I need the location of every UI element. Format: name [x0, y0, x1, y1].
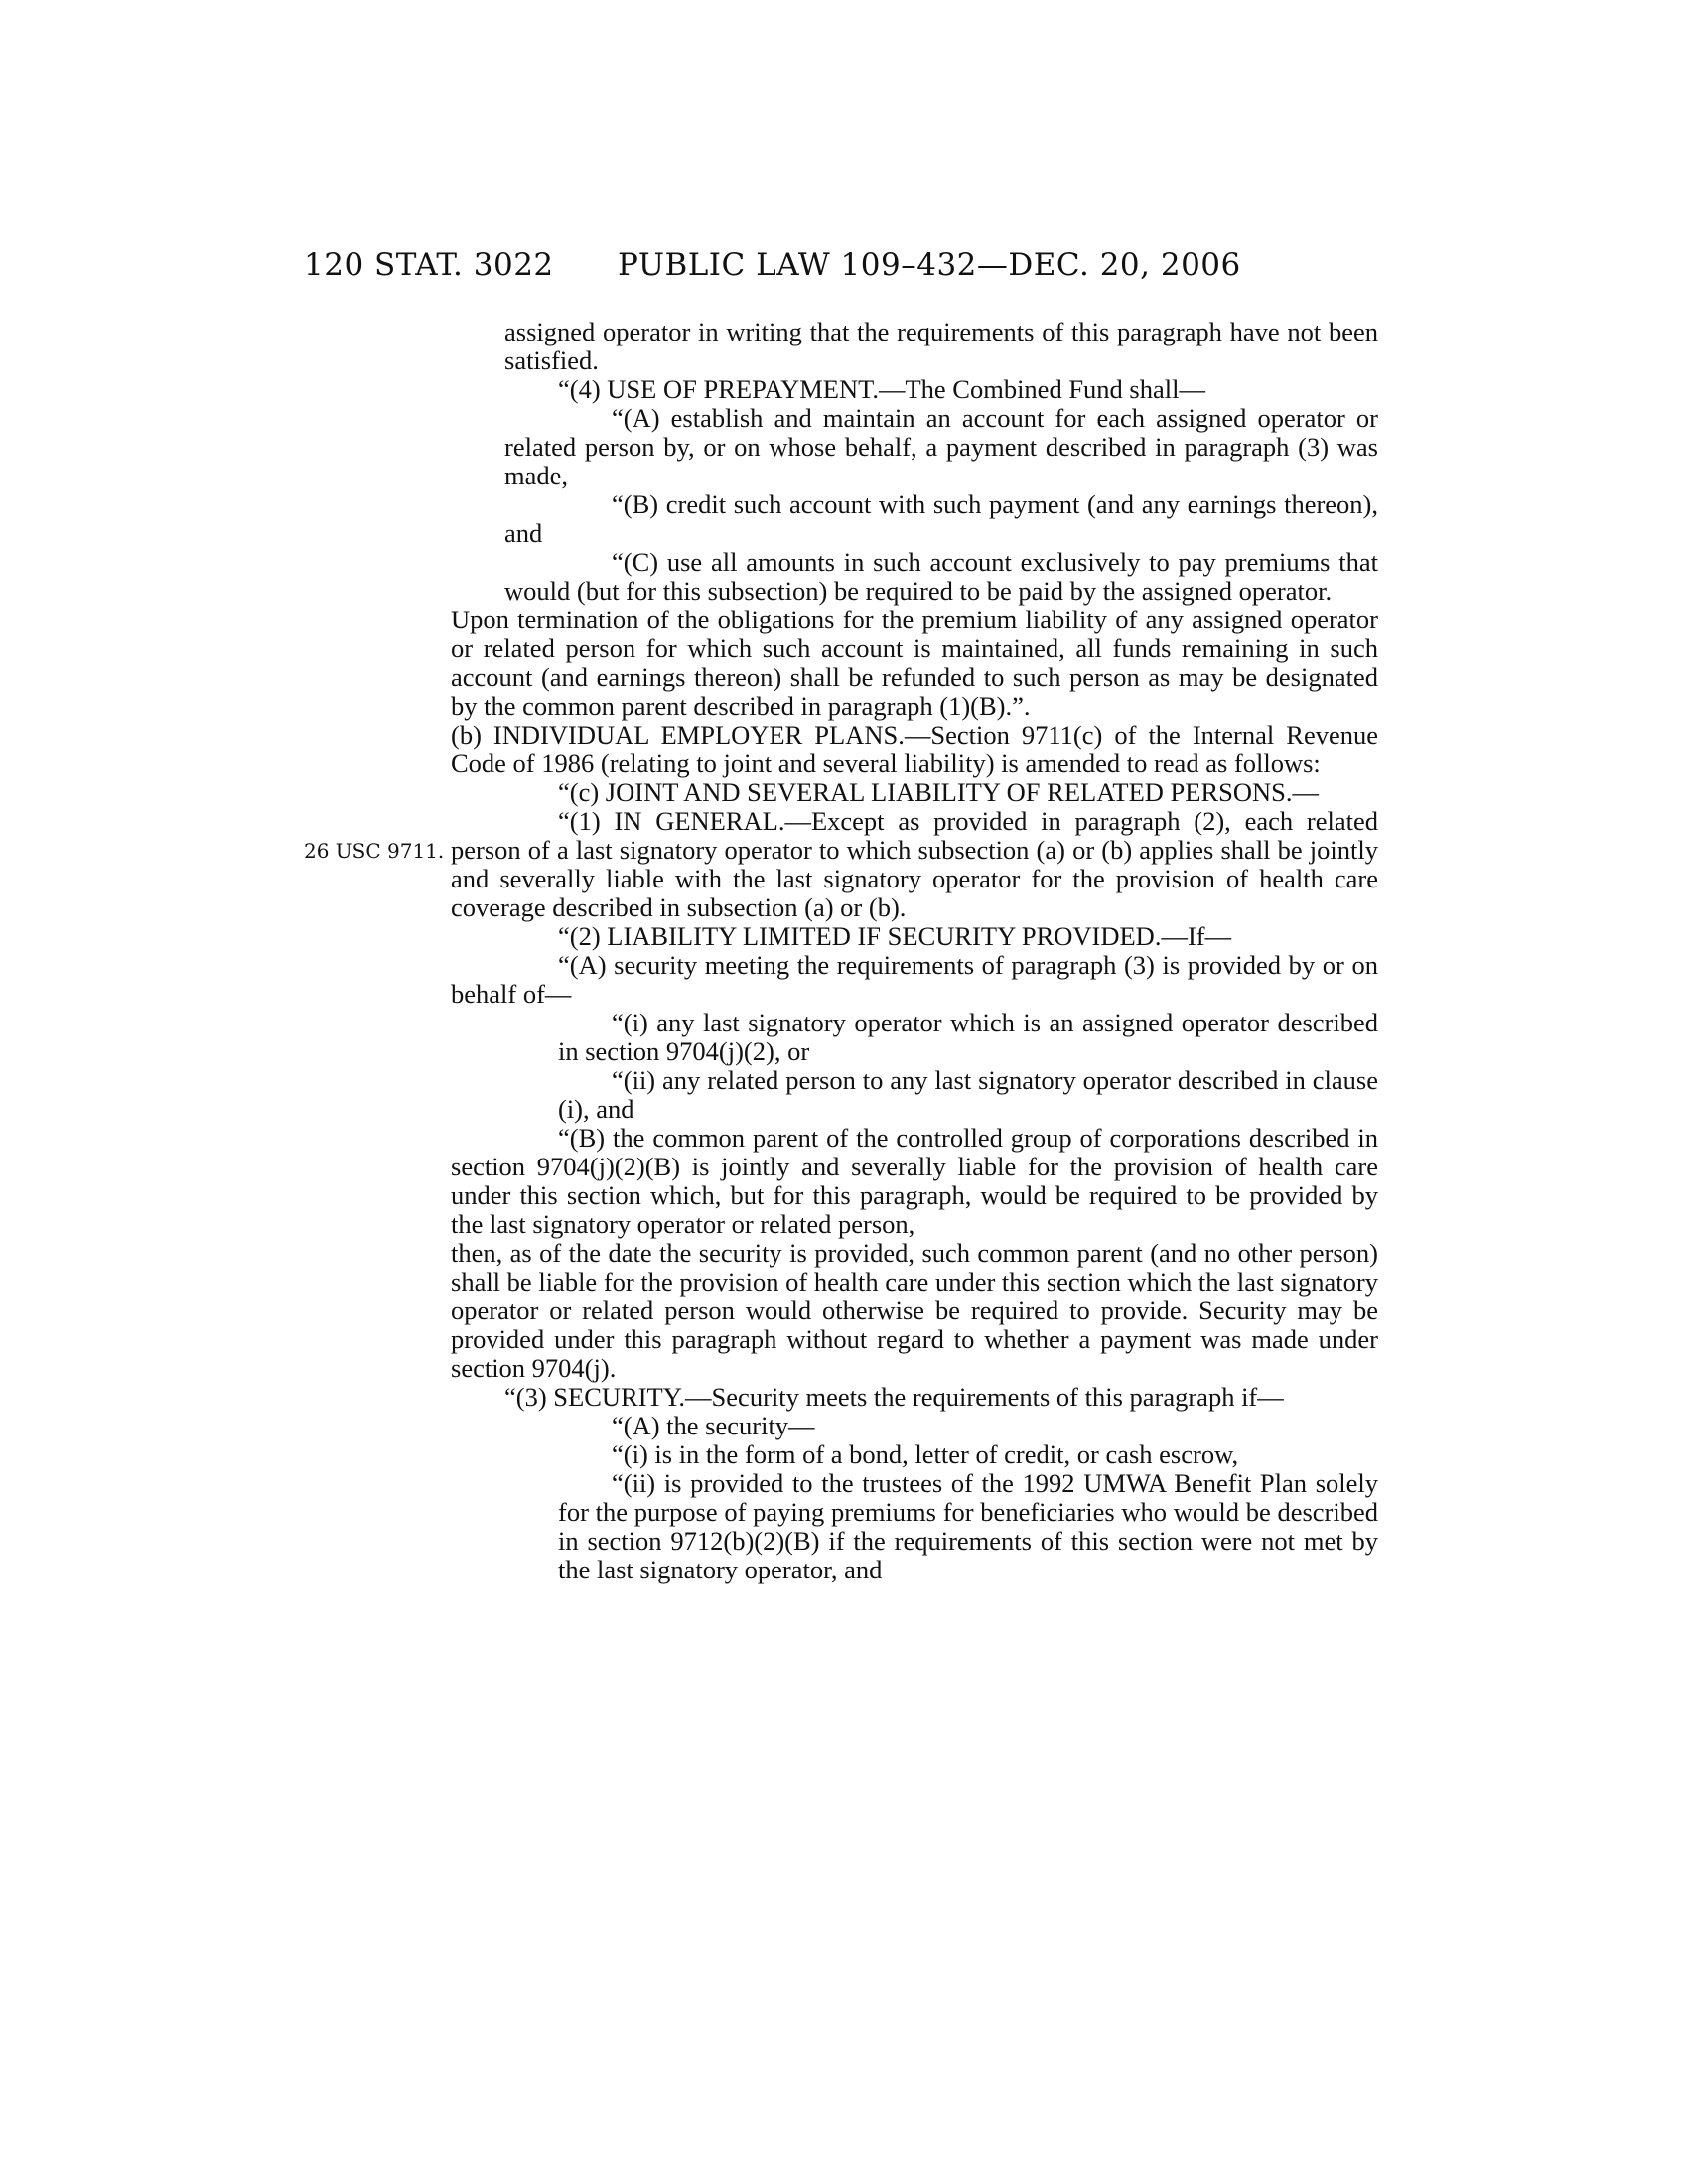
paragraph-c2b: “(B) the common parent of the controlled group of corporations described in section 9704(j)(2)(B) is jointly and severally liable for the provision of health care under this section which, but for this paragraph, would be required to be provided by the last signatory operator or related person,: [451, 1123, 1378, 1239]
paragraph-4c: “(C) use all amounts in such account exclusively to pay premiums that would (but for this subsection) be required to be paid by the assigned operator.: [504, 547, 1378, 606]
paragraph-c2a-i: “(i) any last signatory operator which is an assigned operator described in section 9704(j)(2), or: [558, 1008, 1378, 1066]
paragraph-b-individual-employer-plans: (b) INDIVIDUAL EMPLOYER PLANS.—Section 9711(c) of the Internal Revenue Code of 1986 (relating to joint and several liability) is amended to read as follows:: [451, 720, 1378, 778]
paragraph-continuation: assigned operator in writing that the requirements of this paragraph have not been satisfied.: [504, 317, 1378, 375]
paragraph-c2a: “(A) security meeting the requirements of paragraph (3) is provided by or on behalf of—: [451, 950, 1378, 1009]
paragraph-c-joint-several: “(c) JOINT AND SEVERAL LIABILITY OF RELATED PERSONS.—: [558, 777, 1320, 807]
stat-page-number: 120 STAT. 3022: [304, 247, 554, 283]
paragraph-termination: Upon termination of the obligations for the premium liability of any assigned operator or related person for which such account is maintained, all funds remaining in such account (and earnings thereon) shall be refunded to such person as may be designated by the common parent described in paragraph (1)(B).”.: [451, 605, 1378, 721]
paragraph-c2-liability-limited: “(2) LIABILITY LIMITED IF SECURITY PROVIDED.—If—: [558, 921, 1232, 951]
paragraph-then: then, as of the date the security is provided, such common parent (and no other person) shall be liable for the provision of health care under this section which the last signatory operator or related person would otherwise be required to provide. Security may be provided under this paragraph without regard to whether a payment was made under section 9704(j).: [451, 1238, 1378, 1383]
paragraph-c3a-ii: “(ii) is provided to the trustees of the 1992 UMWA Benefit Plan solely for the purpose of paying premiums for beneficiaries who would be described in section 9712(b)(2)(B) if the requirements of this section were not met by the last signatory operator, and: [558, 1468, 1378, 1584]
paragraph-c3-security: “(3) SECURITY.—Security meets the requirements of this paragraph if—: [504, 1382, 1284, 1412]
law-title-header: PUBLIC LAW 109–432—DEC. 20, 2006: [618, 247, 1241, 283]
paragraph-c1-in-general: “(1) IN GENERAL.—Except as provided in paragraph (2), each related person of a last signatory operator to which subsection (a) or (b) applies shall be jointly and severally liable with the last signatory operator for the provision of health care coverage described in subsection (a) or (b).: [451, 806, 1378, 922]
paragraph-4b: “(B) credit such account with such payment (and any earnings thereon), and: [504, 489, 1378, 548]
paragraph-c3a: “(A) the security—: [612, 1411, 815, 1440]
paragraph-c2a-ii: “(ii) any related person to any last signatory operator described in clause (i), and: [558, 1065, 1378, 1124]
margin-citation-note: 26 USC 9711.: [304, 839, 445, 863]
paragraph-use-of-prepayment: “(4) USE OF PREPAYMENT.—The Combined Fund shall—: [558, 374, 1205, 404]
paragraph-4a: “(A) establish and maintain an account for each assigned operator or related person by, or on whose behalf, a payment described in paragraph (3) was made,: [504, 403, 1378, 490]
statute-body: [451, 317, 1378, 1584]
paragraph-c3a-i: “(i) is in the form of a bond, letter of credit, or cash escrow,: [612, 1439, 1239, 1469]
